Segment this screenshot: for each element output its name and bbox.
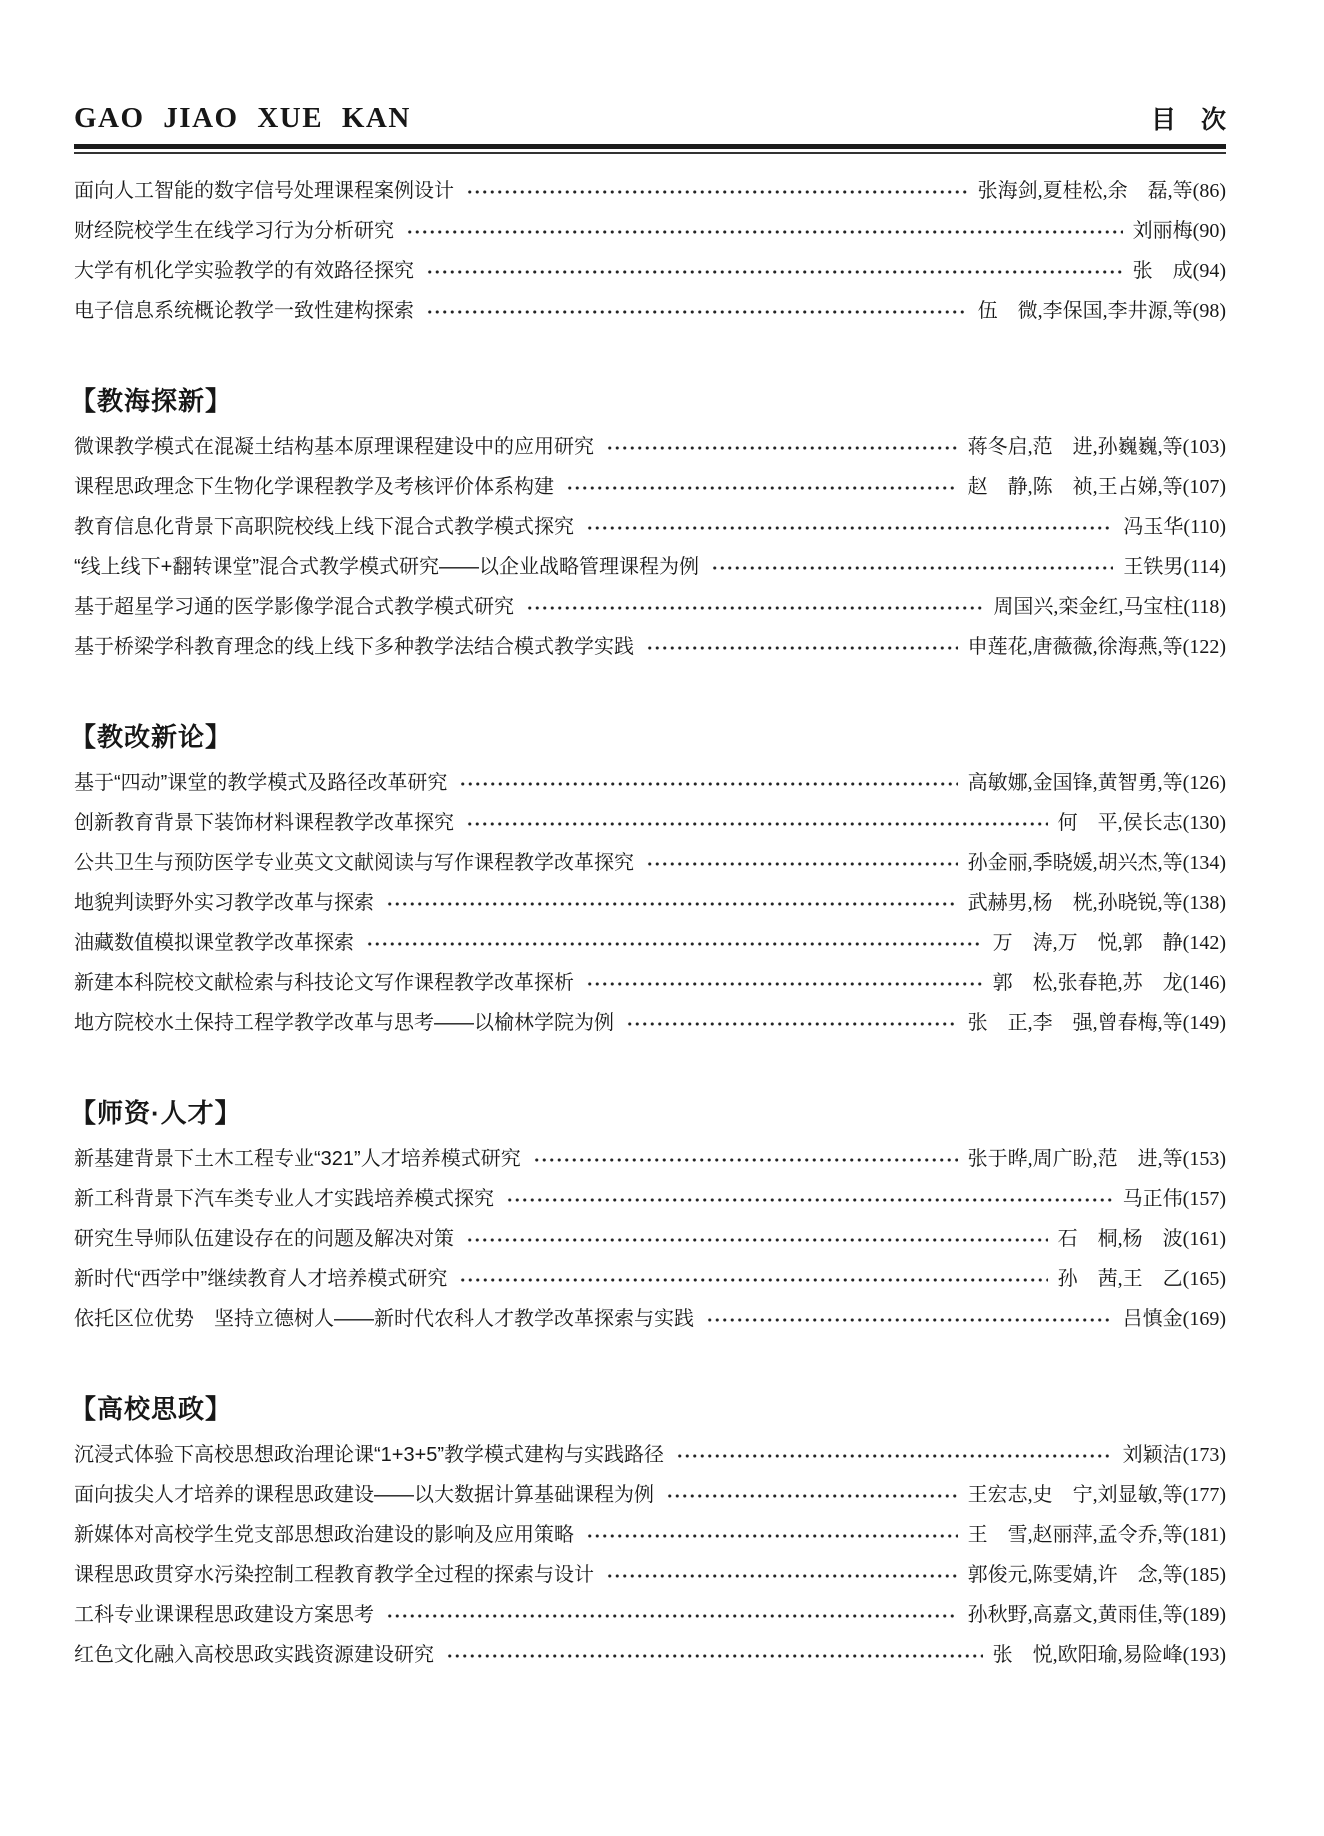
article-title: 新建本科院校文献检索与科技论文写作课程教学改革探析 xyxy=(74,972,574,994)
article-title: 基于“四动”课堂的教学模式及路径改革研究 xyxy=(74,772,448,794)
article-title: 工科专业课课程思政建设方案思考 xyxy=(74,1604,374,1626)
article-title: 新工科背景下汽车类专业人才实践培养模式探究 xyxy=(74,1188,494,1210)
dot-leader xyxy=(586,963,983,1003)
article-authors-page: 刘丽梅(90) xyxy=(1132,220,1226,242)
masthead xyxy=(74,104,1226,133)
dot-leader xyxy=(459,1259,1047,1299)
section-entries xyxy=(74,763,1226,1043)
section-heading: 【教海探新】 xyxy=(70,386,233,416)
toc-entry xyxy=(74,1259,1226,1299)
dot-leader xyxy=(666,1475,958,1515)
dot-leader xyxy=(426,291,968,331)
dot-leader xyxy=(533,1139,958,1179)
article-authors-page: 张 正,李 强,曾春梅,等(149) xyxy=(967,1012,1226,1034)
section-heading: 【高校思政】 xyxy=(70,1394,233,1424)
header-rule xyxy=(74,144,1226,154)
article-authors-page: 石 桐,杨 波(161) xyxy=(1057,1228,1226,1250)
toc-entry xyxy=(74,1139,1226,1179)
toc-entry xyxy=(74,627,1226,667)
toc-entry xyxy=(74,1299,1226,1339)
article-authors-page: 孙 茜,王 乙(165) xyxy=(1057,1268,1226,1290)
toc-entry xyxy=(74,1515,1226,1555)
toc-entry xyxy=(74,1435,1226,1475)
article-authors-page: 郭俊元,陈雯婧,许 念,等(185) xyxy=(967,1564,1226,1586)
toc-entry xyxy=(74,291,1226,331)
dot-leader xyxy=(706,1299,1113,1339)
toc-section xyxy=(74,171,1226,331)
article-authors-page: 何 平,侯长志(130) xyxy=(1057,812,1226,834)
article-authors-page: 郭 松,张春艳,苏 龙(146) xyxy=(992,972,1226,994)
dot-leader xyxy=(386,1595,958,1635)
article-title: 公共卫生与预防医学专业英文文献阅读与写作课程教学改革探究 xyxy=(74,852,634,874)
article-title: 基于桥梁学科教育理念的线上线下多种教学法结合模式教学实践 xyxy=(74,636,634,658)
toc-entry xyxy=(74,171,1226,211)
dot-leader xyxy=(606,427,958,467)
article-title: 地貌判读野外实习教学改革与探索 xyxy=(74,892,374,914)
article-authors-page: 武赫男,杨 桄,孙晓锐,等(138) xyxy=(967,892,1226,914)
article-authors-page: 孙秋野,高嘉文,黄雨佳,等(189) xyxy=(967,1604,1226,1626)
article-authors-page: 吕慎金(169) xyxy=(1122,1308,1226,1330)
toc-label: 目 次 xyxy=(1150,106,1226,134)
dot-leader xyxy=(566,467,958,507)
toc-entry xyxy=(74,587,1226,627)
article-title: 新媒体对高校学生党支部思想政治建设的影响及应用策略 xyxy=(74,1524,574,1546)
dot-leader xyxy=(646,843,958,883)
article-authors-page: 王铁男(114) xyxy=(1123,556,1226,578)
article-authors-page: 张于晔,周广盼,范 进,等(153) xyxy=(967,1148,1226,1170)
toc-entry xyxy=(74,803,1226,843)
toc-entry xyxy=(74,963,1226,1003)
article-title: 面向拔尖人才培养的课程思政建设——以大数据计算基础课程为例 xyxy=(74,1484,654,1506)
article-title: 大学有机化学实验教学的有效路径探究 xyxy=(74,260,414,282)
article-authors-page: 申莲花,唐薇薇,徐海燕,等(122) xyxy=(967,636,1226,658)
dot-leader xyxy=(606,1555,958,1595)
toc-section xyxy=(70,1093,1226,1339)
article-authors-page: 周国兴,栾金红,马宝柱(118) xyxy=(993,596,1226,618)
toc-entry xyxy=(74,923,1226,963)
toc-entry xyxy=(74,1003,1226,1043)
section-entries xyxy=(74,427,1226,667)
dot-leader xyxy=(426,251,1123,291)
article-authors-page: 王 雪,赵丽萍,孟令乔,等(181) xyxy=(967,1524,1226,1546)
article-authors-page: 张 成(94) xyxy=(1132,260,1226,282)
toc-entry xyxy=(74,547,1226,587)
article-authors-page: 万 涛,万 悦,郭 静(142) xyxy=(992,932,1226,954)
journal-title: GAO JIAO XUE KAN xyxy=(74,102,411,134)
article-authors-page: 刘颖洁(173) xyxy=(1122,1444,1226,1466)
section-entries xyxy=(74,1435,1226,1675)
article-title: 教育信息化背景下高职院校线上线下混合式教学模式探究 xyxy=(74,516,574,538)
section-heading: 【师资·人才】 xyxy=(70,1098,242,1128)
toc-entry xyxy=(74,763,1226,803)
article-title: 课程思政理念下生物化学课程教学及考核评价体系构建 xyxy=(74,476,554,498)
dot-leader xyxy=(526,587,983,627)
dot-leader xyxy=(466,171,968,211)
article-authors-page: 蒋冬启,范 进,孙巍巍,等(103) xyxy=(967,436,1226,458)
article-title: 新基建背景下土木工程专业“321”人才培养模式研究 xyxy=(74,1148,521,1170)
article-authors-page: 张海剑,夏桂松,余 磊,等(86) xyxy=(977,180,1226,202)
toc-entry xyxy=(74,467,1226,507)
dot-leader xyxy=(386,883,958,923)
article-authors-page: 张 悦,欧阳瑜,易险峰(193) xyxy=(992,1644,1226,1666)
toc-entry xyxy=(74,1219,1226,1259)
section-heading: 【教改新论】 xyxy=(70,722,233,752)
dot-leader xyxy=(446,1635,983,1675)
toc-entry xyxy=(74,427,1226,467)
toc-entry xyxy=(74,251,1226,291)
toc-entry xyxy=(74,211,1226,251)
toc-entry xyxy=(74,843,1226,883)
article-authors-page: 赵 静,陈 祯,王占娣,等(107) xyxy=(967,476,1226,498)
dot-leader xyxy=(506,1179,1113,1219)
article-title: 财经院校学生在线学习行为分析研究 xyxy=(74,220,394,242)
dot-leader xyxy=(586,1515,958,1555)
dot-leader xyxy=(626,1003,958,1043)
dot-leader xyxy=(646,627,958,667)
dot-leader xyxy=(676,1435,1113,1475)
article-title: 沉浸式体验下高校思想政治理论课“1+3+5”教学模式建构与实践路径 xyxy=(74,1444,665,1466)
dot-leader xyxy=(459,763,957,803)
toc-list xyxy=(70,171,1226,1675)
dot-leader xyxy=(466,1219,1048,1259)
article-authors-page: 王宏志,史 宁,刘显敏,等(177) xyxy=(967,1484,1226,1506)
article-title: 电子信息系统概论教学一致性建构探索 xyxy=(74,300,414,322)
article-title: 研究生导师队伍建设存在的问题及解决对策 xyxy=(74,1228,454,1250)
toc-entry xyxy=(74,883,1226,923)
toc-section xyxy=(70,1389,1226,1675)
article-title: 面向人工智能的数字信号处理课程案例设计 xyxy=(74,180,454,202)
article-title: 新时代“西学中”继续教育人才培养模式研究 xyxy=(74,1268,448,1290)
toc-entry xyxy=(74,1179,1226,1219)
dot-leader xyxy=(366,923,983,963)
article-title: 依托区位优势 坚持立德树人——新时代农科人才教学改革探索与实践 xyxy=(74,1308,694,1330)
article-authors-page: 高敏娜,金国锋,黄智勇,等(126) xyxy=(967,772,1226,794)
article-title: 基于超星学习通的医学影像学混合式教学模式研究 xyxy=(74,596,514,618)
dot-leader xyxy=(466,803,1048,843)
toc-entry xyxy=(74,1475,1226,1515)
dot-leader xyxy=(406,211,1123,251)
article-title: 地方院校水土保持工程学教学改革与思考——以榆林学院为例 xyxy=(74,1012,614,1034)
article-title: “线上线下+翻转课堂”混合式教学模式研究——以企业战略管理课程为例 xyxy=(74,556,699,578)
article-title: 微课教学模式在混凝土结构基本原理课程建设中的应用研究 xyxy=(74,436,594,458)
dot-leader xyxy=(586,507,1113,547)
section-entries xyxy=(74,1139,1226,1339)
toc-entry xyxy=(74,1595,1226,1635)
dot-leader xyxy=(711,547,1113,587)
toc-entry xyxy=(74,507,1226,547)
article-title: 课程思政贯穿水污染控制工程教育教学全过程的探索与设计 xyxy=(74,1564,594,1586)
section-entries xyxy=(74,171,1226,331)
toc-section xyxy=(70,381,1226,667)
toc-entry xyxy=(74,1555,1226,1595)
article-authors-page: 马正伟(157) xyxy=(1122,1188,1226,1210)
article-title: 油藏数值模拟课堂教学改革探索 xyxy=(74,932,354,954)
article-title: 创新教育背景下装饰材料课程教学改革探究 xyxy=(74,812,454,834)
article-authors-page: 冯玉华(110) xyxy=(1123,516,1226,538)
toc-entry xyxy=(74,1635,1226,1675)
article-authors-page: 孙金丽,季晓媛,胡兴杰,等(134) xyxy=(967,852,1226,874)
article-authors-page: 伍 微,李保国,李井源,等(98) xyxy=(977,300,1226,322)
toc-section xyxy=(70,717,1226,1043)
article-title: 红色文化融入高校思政实践资源建设研究 xyxy=(74,1644,434,1666)
